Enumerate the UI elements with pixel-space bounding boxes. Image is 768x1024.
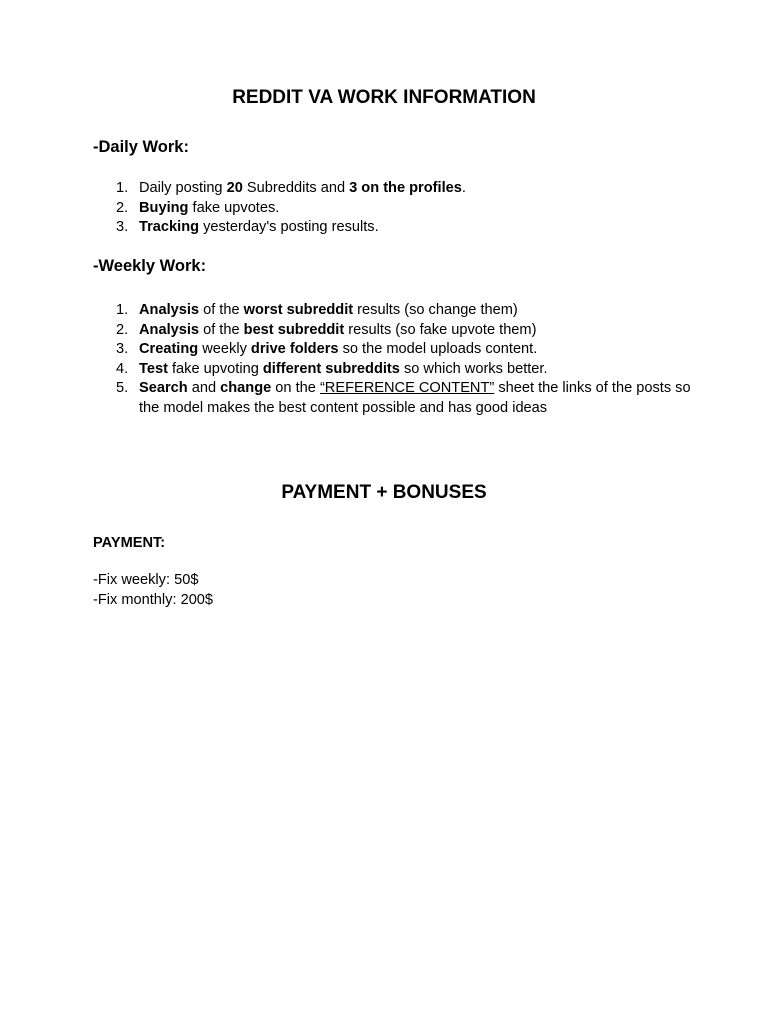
bold-text: worst subreddit [243,302,354,318]
list-item-number: 1. [116,180,129,196]
list-item [93,199,693,219]
list-item-number: 4. [116,360,129,377]
text-run: results (so fake upvote them) [344,321,537,338]
text-run: yesterday's posting results. [199,219,379,235]
text-run: results (so change them) [353,302,518,318]
bold-text: Analysis [139,302,200,318]
daily-work-heading: -Daily Work: [93,138,189,156]
list-item [93,340,693,360]
payment-line-monthly: -Fix monthly: 200$ [93,591,214,608]
list-item [93,301,693,321]
text-run: of the [199,302,244,318]
bold-text: Test [139,360,168,377]
bold-text: 20 [226,180,243,196]
list-item [93,179,693,199]
text-run: and [187,380,221,396]
text-run: weekly [198,341,251,357]
text-run: so which works better. [399,360,548,377]
weekly-work-heading: -Weekly Work: [93,257,207,275]
payment-lines [93,571,213,610]
weekly-work-list [93,301,693,418]
text-run: sheet the links of the posts so the model makes the best content possible and has good ideas [139,380,691,416]
list-item [93,379,693,418]
daily-work-list [93,179,693,238]
text-run: so the model uploads content. [338,341,538,357]
list-item-number: 5. [116,380,129,396]
text-run: of the [199,321,244,338]
reference-content-link[interactable]: “REFERENCE CONTENT” [319,380,495,396]
list-item-number: 2. [116,321,129,338]
payment-line-weekly: -Fix weekly: 50$ [93,572,199,588]
payment-label: PAYMENT: [93,535,166,551]
list-item-number: 3. [116,341,129,357]
bold-text: best subreddit [243,321,345,338]
bold-text: drive folders [250,341,339,357]
text-run: . [461,180,466,196]
text-run: fake upvotes. [188,199,280,216]
list-item [93,321,693,341]
bold-text: 3 on the profiles [349,180,462,196]
text-run: on the [271,380,320,396]
bold-text: Search [139,380,188,396]
document-title: REDDIT VA WORK INFORMATION [232,87,536,108]
bold-text: Buying [139,199,189,216]
text-run: fake upvoting [167,360,263,377]
list-item-number: 1. [116,302,129,318]
list-item [93,360,693,380]
bold-text: different subreddits [262,360,400,377]
list-item [93,218,693,238]
text-run: Subreddits and [242,180,350,196]
text-run: Daily posting [139,180,227,196]
payment-bonuses-title: PAYMENT + BONUSES [281,482,487,503]
bold-text: Creating [139,341,199,357]
bold-text: Analysis [139,321,200,338]
bold-text: Tracking [139,219,200,235]
bold-text: change [220,380,272,396]
list-item-number: 2. [116,199,129,216]
list-item-number: 3. [116,219,129,235]
